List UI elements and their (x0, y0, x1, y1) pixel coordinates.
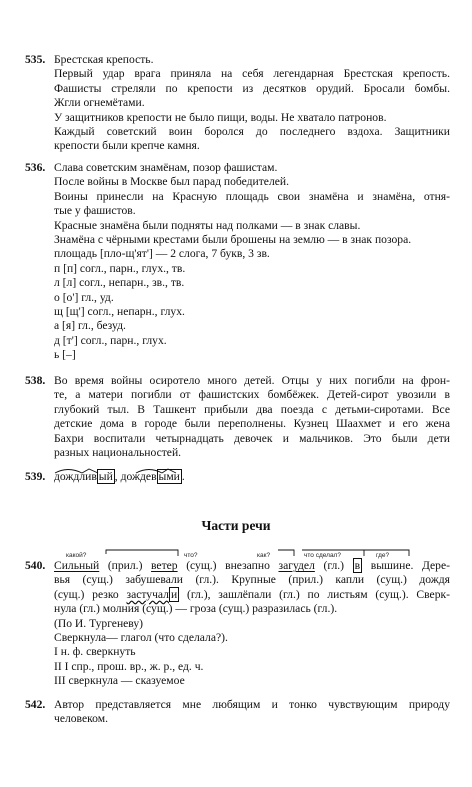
text-line: У защитников крепости не было пищи, воды. Не хватало патронов. (54, 110, 387, 124)
parsed-word: ветер (151, 559, 178, 572)
phonetic-line: о [о'] гл., уд. (54, 290, 114, 304)
exercise-540 (25, 552, 450, 689)
phonetic-line: щ [щ'] согл., непарн., глух. (54, 305, 185, 319)
analysis-line: I н. ф. сверкнуть (54, 645, 136, 659)
exercise-body (54, 53, 450, 154)
word-suffix: лив (79, 470, 97, 483)
question-label: что сделал? (304, 552, 341, 559)
phonetic-line: л [л] согл., непарн., зв., тв. (54, 276, 185, 290)
exercise-body (54, 374, 450, 460)
question-arrow (106, 550, 178, 556)
text-line: Фашисты стреляли по крепости из десятков орудий. Бросали бомбы. (54, 81, 450, 95)
exercise-538 (25, 374, 450, 460)
text-line: разных национальностей. (54, 446, 182, 460)
word-root: дожд (120, 470, 146, 483)
text-line: Жгли огнемётами. (54, 96, 145, 110)
text-line: Во время войны осиротело много детей. Отцы у них погибли на фрон- (54, 374, 450, 387)
question-label: как? (257, 552, 271, 559)
question-label: где? (376, 552, 390, 559)
exercise-539 (25, 470, 450, 484)
exercise-body (54, 552, 450, 689)
text-line: Воины принесли на Красную площадь свои знамёна и знамёна, отня- (54, 189, 450, 203)
phonetic-line: д [т'] согл., парн., глух. (54, 333, 167, 347)
question-arrow (340, 550, 409, 556)
text-line: детские дома в городе были переполнены. Кузнец Шаахмет и его жена (54, 417, 450, 431)
analysis-line: (По И. Тургеневу) (54, 616, 144, 630)
phonetic-line: ь [–] (54, 348, 76, 362)
text-line: Знамёна с чёрными крестами были брошены на землю — в знак позора. (54, 233, 412, 247)
end-punctuation: . (181, 470, 185, 483)
text-line: Первый удар врага приняла на себя легендарная Брестская крепость. (54, 67, 450, 81)
parsed-word: застучал (126, 587, 169, 601)
parsed-word: загудел (278, 559, 315, 572)
text-line: Слава советским знамёнам, позор фашистам. (54, 161, 278, 174)
parsed-word: Сильный (54, 559, 100, 572)
text-line: Автор представляется мне любящим и тонко чувствующим природу (54, 698, 450, 711)
text-segment: (сущ.) внезапно (177, 559, 279, 572)
text-segment: вышине. Дере- (362, 559, 450, 572)
preposition-box: в (354, 559, 361, 572)
text-line: тые у фашистов. (54, 204, 136, 218)
exercise-body (54, 698, 450, 727)
exercise-number: 542. (25, 698, 46, 711)
text-line: крепости были крепче камня. (54, 139, 200, 153)
text-segment: (прил.) (99, 559, 152, 572)
exercise-number: 535. (25, 53, 46, 66)
word-ending: ый (98, 470, 113, 483)
question-label: что? (184, 552, 198, 559)
text-line: те, а матери погибли от фашистских бомбёжек. Детей-сирот увозили в (54, 388, 450, 402)
text-line: человеком. (54, 712, 108, 726)
analysis-line: Сверкнула— глагол (что сделала?). (54, 631, 228, 645)
exercise-536 (25, 161, 450, 363)
word-root: дожд (54, 470, 80, 483)
word-suffix: ев (145, 470, 157, 483)
sentence-line: вья (сущ.) забушевали (гл.). Крупные (прил.) капли (сущ.) дождя (54, 573, 450, 587)
word-ending: и (170, 587, 178, 601)
sentence-line (54, 559, 450, 573)
exercise-body (54, 161, 450, 363)
phonetic-line: площадь [пло-щ'ят'] — 2 слога, 7 букв, 3 зв. (54, 247, 270, 261)
exercise-542 (25, 698, 450, 727)
exercise-title: Брестская крепость. (54, 53, 154, 66)
text-line: Каждый советский воин боролся до последнего вздоха. Защитники (54, 125, 450, 139)
analysis-line: III сверкнула — сказуемое (54, 674, 185, 688)
exercise-number: 540. (25, 559, 46, 572)
sentence-line: нула (гл.) молния (сущ.) — гроза (сущ.) разразилась (гл.). (54, 602, 338, 616)
word-ending: ыми (158, 470, 180, 483)
morpheme-line (54, 470, 450, 484)
text-line: глубокий тыл. В Ташкент прибыли два поезда с детьми-сиротами. Все (54, 402, 450, 416)
exercise-body (54, 470, 450, 484)
exercise-number: 536. (25, 161, 46, 174)
exercise-number: 538. (25, 374, 46, 387)
exercise-number: 539. (25, 470, 46, 483)
phonetic-line: п [п] согл., парн., глух., тв. (54, 261, 186, 275)
section-heading: Части речи (201, 518, 271, 533)
text-segment: (сущ.) резко (54, 587, 127, 601)
sentence-line (54, 588, 450, 602)
text-segment: (гл.) (314, 559, 353, 572)
question-arrow (278, 550, 294, 556)
text-segment: (гл.), зашлёпали (гл.) по листьям (сущ.). Сверк- (179, 587, 450, 601)
separator: , (114, 470, 121, 483)
exercise-535 (25, 53, 450, 154)
text-line: После войны в Москве был парад победителей. (54, 175, 289, 189)
text-line: Красные знамёна были подняты над полками — в знак славы. (54, 218, 361, 232)
text-line: Бахри воспитали четырнадцать девочек и мальчиков. Это были дети (54, 431, 450, 445)
question-label: какой? (66, 552, 87, 559)
phonetic-line: а [я] гл., безуд. (54, 319, 126, 333)
analysis-line: II I спр., прош. вр., ж. р., ед. ч. (54, 659, 204, 673)
